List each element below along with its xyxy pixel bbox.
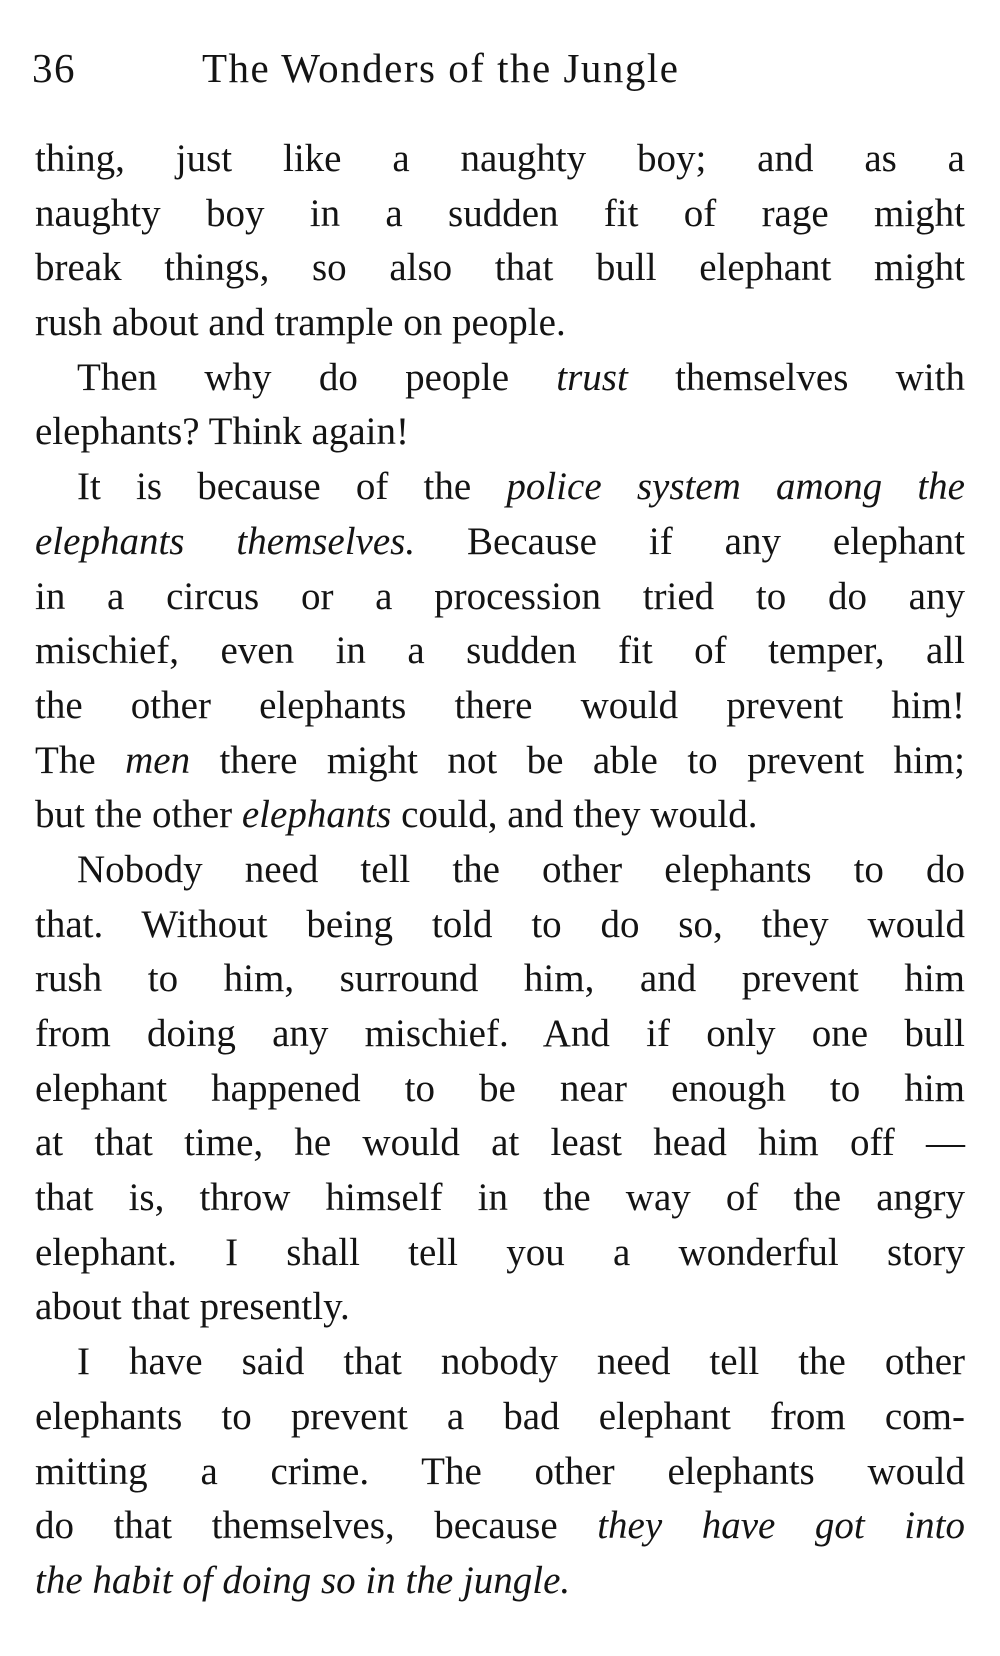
text-segment: mitting a crime. The other elephants would [35,1449,965,1493]
text-line [35,351,965,406]
italic-text: the habit of doing so in the jungle. [35,1558,571,1602]
italic-text: men [125,738,191,782]
italic-text: police system among the [506,465,965,509]
text-line [35,843,965,898]
text-line [35,460,965,515]
text-line [35,1335,965,1390]
text-segment: there might not be able to prevent him; [190,738,965,782]
text-segment: from doing any mischief. And if only one bull [35,1012,965,1055]
text-line [35,734,965,789]
running-head [32,38,962,98]
text-segment: elephant. I shall tell you a wonderful story [35,1230,965,1274]
text-segment: The [35,738,126,782]
text-segment: I have said that nobody need tell the other [77,1340,965,1384]
text-segment: in a circus or a procession tried to do any [35,574,965,618]
text-segment: It is because of the [77,465,507,509]
text-segment: but the other [35,793,242,837]
text-segment: elephant happened to be near enough to him [35,1066,965,1110]
paragraph [35,132,965,351]
text-line [35,1171,965,1226]
running-title: The Wonders of the Jungle [202,45,680,91]
text-segment: Then why do people [77,355,557,399]
text-line [35,1499,965,1554]
paragraph [35,1335,965,1608]
text-line [35,1554,965,1609]
text-segment: elephants? Think again! [35,410,409,454]
text-segment: Because if any elephant [415,519,965,563]
text-segment: themselves with [627,355,965,399]
text-line [35,1280,965,1335]
text-segment: rush to him, surround him, and prevent him [35,957,965,1001]
text-segment: rush about and trample on people. [35,301,566,345]
text-segment: at that time, he would at least head him off — [35,1121,965,1165]
text-segment: could, and they would. [391,793,758,837]
text-line [35,187,965,242]
text-line [35,1007,965,1062]
text-line [35,679,965,734]
italic-text: elephants [241,793,392,837]
paragraph [35,843,965,1335]
text-segment: Nobody need tell the other elephants to do [77,847,965,891]
text-segment: that is, throw himself in the way of the angry [35,1176,965,1220]
text-line [35,405,965,460]
text-segment: that. Without being told to do so, they would [35,902,965,946]
text-line [35,624,965,679]
text-line [35,241,965,296]
text-line [35,898,965,953]
text-segment: the other elephants there would prevent him! [35,683,965,727]
text-line [35,1116,965,1171]
text-line [35,1390,965,1445]
text-line [35,132,965,187]
text-line [35,1062,965,1117]
page-number: 36 [32,45,76,91]
text-segment: naughty boy in a sudden fit of rage might [35,191,965,235]
italic-text: elephants themselves. [35,519,416,563]
text-line [35,1445,965,1500]
text-line [35,952,965,1007]
paragraph [35,351,965,460]
text-line [35,296,965,351]
text-line [35,788,965,843]
text-line [35,1226,965,1281]
paragraph [35,460,965,843]
italic-text: they have got into [597,1504,965,1548]
body-text [35,132,965,1609]
text-segment: mischief, even in a sudden fit of temper, all [35,629,965,673]
italic-text: trust [556,355,628,399]
text-segment: thing, just like a naughty boy; and as a [35,137,965,180]
text-line [35,515,965,570]
text-segment: do that themselves, because [35,1504,598,1548]
text-segment: about that presently. [35,1285,350,1329]
text-segment: break things, so also that bull elephant might [35,246,965,290]
text-line [35,570,965,625]
text-segment: elephants to prevent a bad elephant from com- [35,1394,965,1438]
